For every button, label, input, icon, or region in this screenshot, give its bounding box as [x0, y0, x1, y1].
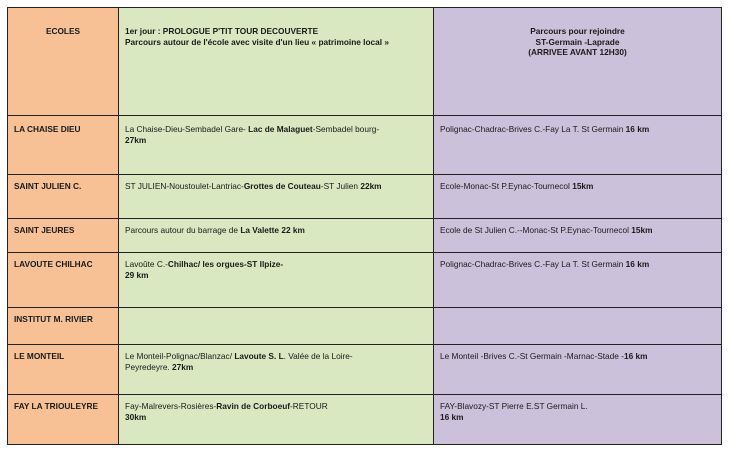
route-distance: 16 km [440, 411, 464, 422]
route-to-st-germain [434, 395, 722, 445]
school-name [8, 395, 119, 445]
day1-text: Lavoûte C.- [125, 259, 168, 269]
school-name [8, 253, 119, 308]
day1-distance: 27km [125, 134, 147, 145]
route-text: Le Monteil -Brives C.-St Germain -Marnac-Stade - [440, 351, 624, 361]
day1-text: Le Monteil-Polignac/Blanzac/ [125, 351, 235, 361]
day1-route [119, 175, 434, 219]
school-label: SAINT JULIEN C. [14, 181, 82, 191]
route-text: Polignac-Chadrac-Brives C.-Fay La T. St Germain [440, 124, 626, 134]
header-day1 [119, 8, 434, 116]
header-route-line2: ST-Germain -Laprade [535, 36, 620, 47]
header-schools-label: ECOLES [45, 26, 81, 36]
day1-distance: 22km [360, 181, 382, 191]
table-row [8, 219, 722, 253]
day1-highlight: Ravin de Corboeuf [216, 401, 291, 411]
school-label: SAINT JEURES [14, 225, 75, 235]
table-row [8, 345, 722, 395]
table-row [8, 253, 722, 308]
day1-text: -RETOUR [290, 401, 328, 411]
header-route [434, 8, 722, 116]
day1-highlight: La Valette 22 km [240, 225, 305, 235]
header-day1-subtitle: Parcours autour de l'école avec visite d'un lieu « patrimoine local » [125, 36, 390, 47]
school-label: LAVOUTE CHILHAC [14, 259, 93, 269]
school-name [8, 175, 119, 219]
day1-text: Fay-Malrevers-Rosières- [125, 401, 217, 411]
route-to-st-germain [434, 116, 722, 175]
day1-highlight: Grottes de Couteau [243, 181, 321, 191]
day1-highlight: Lac de Malaguet [248, 124, 313, 134]
route-text: FAY-Blavozy-ST Pierre E.ST Germain L. [440, 401, 588, 411]
header-route-line3: (ARRIVEE AVANT 12H30) [528, 47, 627, 57]
day1-route [119, 116, 434, 175]
day1-distance: 27km [172, 361, 194, 372]
route-text: Ecole-Monac-St P.Eynac-Tournecol [440, 181, 573, 191]
day1-text: Peyredeyre. [125, 361, 173, 372]
day1-text: . Valée de la Loire- [283, 351, 353, 361]
day1-text: -ST Julien [320, 181, 361, 191]
school-name [8, 308, 119, 345]
route-to-st-germain [434, 253, 722, 308]
route-text: Ecole de St Julien C.--Monac-St P.Eynac-Tournecol [440, 225, 632, 235]
school-name [8, 345, 119, 395]
route-distance: 16 km [625, 124, 650, 134]
route-distance: 15km [631, 225, 653, 235]
day1-route [119, 345, 434, 395]
day1-route [119, 308, 434, 345]
day1-route [119, 219, 434, 253]
school-label: INSTITUT M. RIVIER [14, 314, 93, 324]
day1-distance: 30km [125, 411, 147, 422]
table-row [8, 175, 722, 219]
school-name [8, 219, 119, 253]
school-name [8, 116, 119, 175]
route-distance: 16 km [625, 259, 650, 269]
table-row [8, 395, 722, 445]
header-schools [8, 8, 119, 116]
day1-text: La Chaise-Dieu-Sembadel Gare- [125, 124, 249, 134]
day1-highlight: Chilhac/ les orgues-ST Ilpize- [167, 259, 284, 269]
route-to-st-germain [434, 308, 722, 345]
table-row [8, 308, 722, 345]
header-route-line1: Parcours pour rejoindre [530, 26, 625, 36]
route-to-st-germain [434, 219, 722, 253]
route-to-st-germain [434, 175, 722, 219]
day1-highlight: Lavoute S. L [234, 351, 284, 361]
header-day1-title: 1er jour : PROLOGUE P'TIT TOUR DECOUVERTE [125, 26, 319, 36]
school-label: LE MONTEIL [14, 351, 65, 361]
table-row [8, 116, 722, 175]
route-distance: 15km [572, 181, 594, 191]
day1-route [119, 395, 434, 445]
school-label: LA CHAISE DIEU [14, 124, 81, 134]
day1-text: -Sembadel bourg- [312, 124, 380, 134]
day1-route [119, 253, 434, 308]
day1-text: ST JULIEN-Noustoulet-Lantriac- [125, 181, 244, 191]
school-label: FAY LA TRIOULEYRE [14, 401, 99, 411]
route-to-st-germain [434, 345, 722, 395]
route-distance: 16 km [623, 351, 648, 361]
schools-table [7, 7, 722, 445]
header-row [8, 8, 722, 116]
day1-distance: 29 km [125, 269, 149, 280]
day1-text: Parcours autour du barrage de [125, 225, 241, 235]
route-text: Polignac-Chadrac-Brives C.-Fay La T. St Germain [440, 259, 626, 269]
